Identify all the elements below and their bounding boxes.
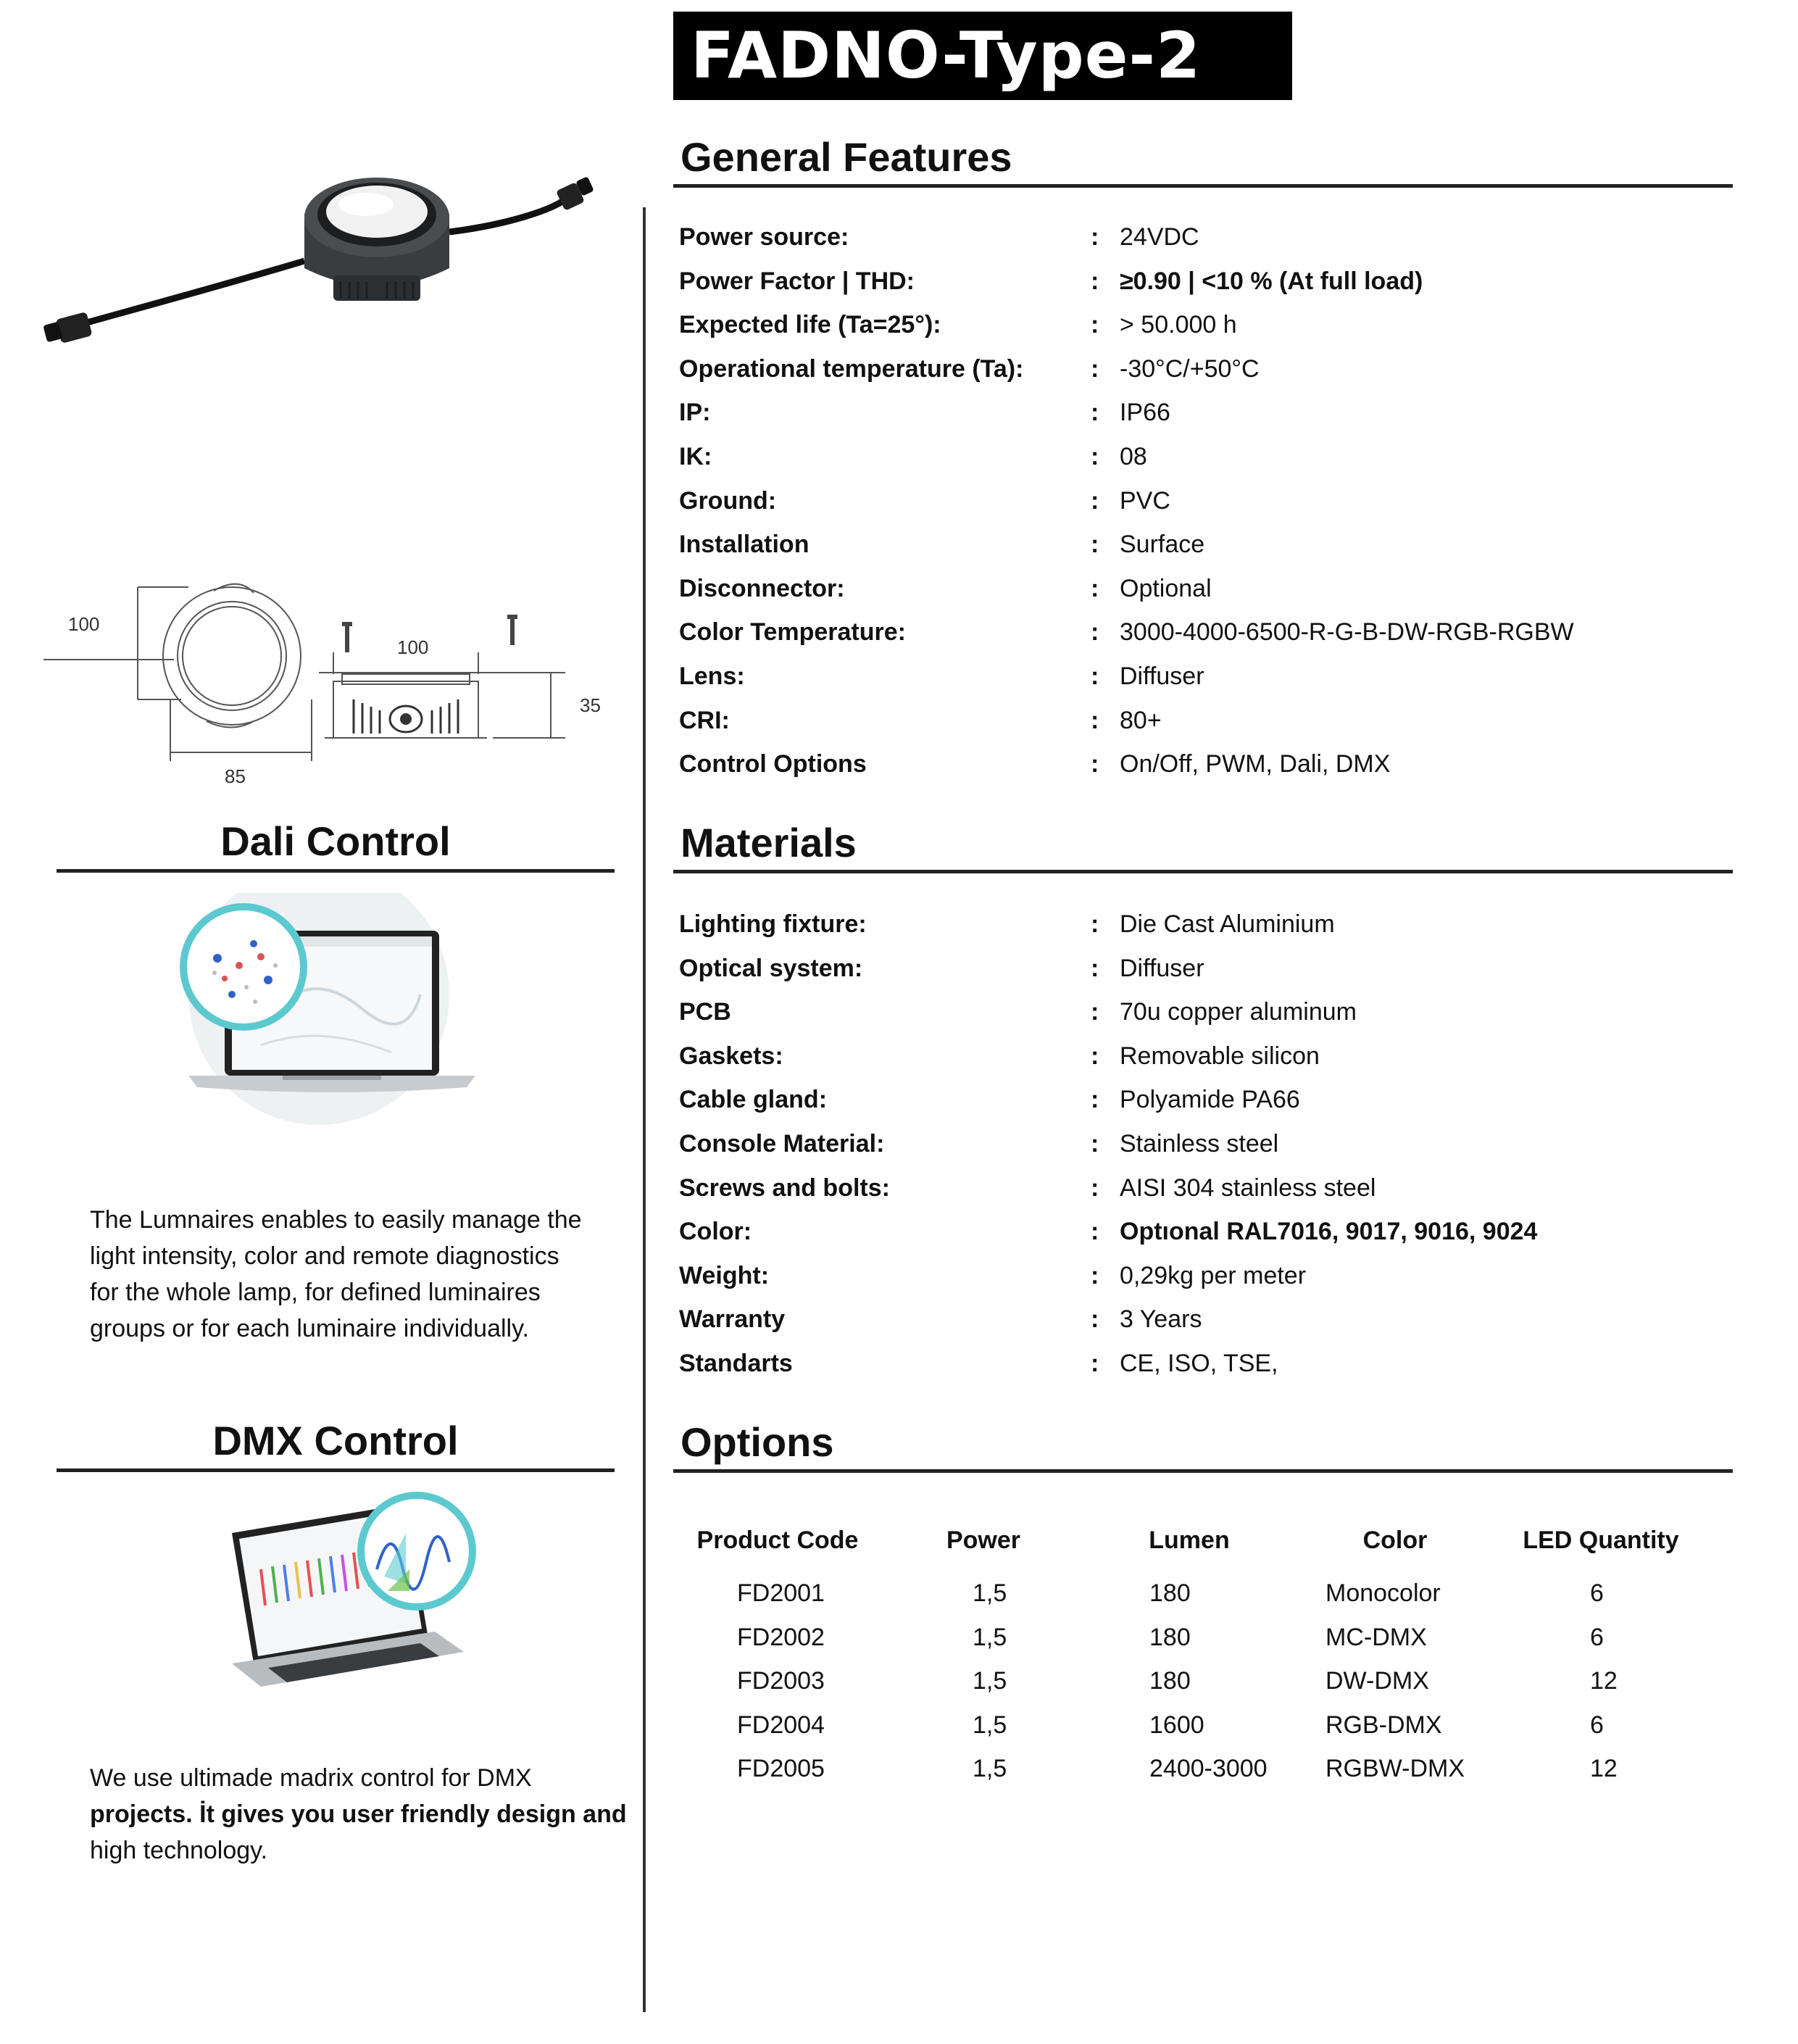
dali-rule — [57, 869, 615, 873]
feature-label: IP: — [679, 399, 711, 427]
feature-value: Diffuser — [1120, 662, 1204, 690]
material-label: Cable gland: — [679, 1086, 828, 1114]
options-table-cell: 180 — [1149, 1623, 1191, 1651]
options-rule — [673, 1469, 1733, 1473]
options-table-cell: 6 — [1590, 1711, 1604, 1739]
feature-value: > 50.000 h — [1120, 311, 1237, 339]
material-value: 0,29kg per meter — [1120, 1261, 1307, 1289]
colon-separator: : — [1091, 223, 1099, 251]
feature-value: On/Off, PWM, Dali, DMX — [1120, 750, 1391, 778]
feature-value: -30°C/+50°C — [1120, 354, 1260, 383]
material-value: CE, ISO, TSE, — [1120, 1350, 1278, 1377]
feature-label: Power source: — [679, 223, 849, 251]
feature-row — [679, 707, 1737, 750]
feature-label: Installation — [679, 531, 809, 559]
feature-row — [679, 311, 1737, 354]
feature-value: 24VDC — [1120, 223, 1199, 251]
general-features-rule — [673, 184, 1733, 188]
material-row — [679, 1305, 1737, 1349]
dali-heading: Dali Control — [220, 818, 451, 864]
options-table-cell: FD2005 — [737, 1755, 825, 1783]
feature-row — [679, 662, 1737, 706]
colon-separator: : — [1091, 354, 1099, 383]
material-row — [679, 955, 1737, 998]
options-table-cell: RGBW-DMX — [1325, 1755, 1465, 1783]
options-table-cell: FD2002 — [737, 1623, 825, 1651]
dmx-text-line: We use ultimade madrix control for DMX — [90, 1764, 532, 1792]
options-table-cell: FD2004 — [737, 1711, 825, 1739]
options-table-cell: 1,5 — [973, 1579, 1007, 1607]
material-value: 3 Years — [1120, 1305, 1202, 1334]
feature-row — [679, 223, 1737, 267]
dmx-laptop-image — [188, 1490, 478, 1707]
material-row — [679, 1218, 1737, 1261]
material-label: Lighting fixture: — [679, 910, 867, 938]
options-table-cell: 180 — [1149, 1667, 1191, 1695]
feature-value: 3000-4000-6500-R-G-B-DW-RGB-RGBW — [1120, 618, 1574, 647]
options-table-cell: 12 — [1590, 1755, 1618, 1783]
options-heading: Options — [681, 1419, 834, 1465]
feature-label: Expected life (Ta=25°): — [679, 311, 941, 339]
material-label: Optical system: — [679, 954, 863, 982]
colon-separator: : — [1091, 662, 1099, 690]
options-table-cell: 1,5 — [973, 1623, 1007, 1651]
material-row — [679, 1262, 1737, 1305]
feature-row — [679, 618, 1737, 662]
material-value: Removable silicon — [1120, 1042, 1320, 1070]
dali-laptop-image — [174, 893, 493, 1139]
material-value: Diffuser — [1120, 954, 1204, 982]
colon-separator: : — [1091, 1173, 1099, 1202]
colon-separator: : — [1091, 954, 1099, 982]
colon-separator: : — [1091, 531, 1099, 559]
colon-separator: : — [1091, 1042, 1099, 1070]
feature-row — [679, 575, 1737, 618]
options-table-cell: MC-DMX — [1325, 1623, 1427, 1651]
feature-label: Operational temperature (Ta): — [679, 354, 1024, 383]
feature-label: Control Options — [679, 750, 867, 778]
feature-row — [679, 355, 1737, 399]
feature-value: PVC — [1120, 486, 1170, 515]
material-label: Screws and bolts: — [679, 1173, 890, 1202]
material-value: Die Cast Aluminium — [1120, 910, 1335, 938]
colon-separator: : — [1091, 618, 1099, 647]
dali-description — [90, 1202, 641, 1347]
options-table-cell: 6 — [1590, 1623, 1604, 1651]
dali-text-line: The Lumnaires enables to easily manage the — [90, 1206, 582, 1234]
material-row — [679, 1174, 1737, 1218]
options-column-header: Power — [946, 1526, 1021, 1554]
material-row — [679, 1130, 1737, 1173]
colon-separator: : — [1091, 1350, 1099, 1377]
materials-heading: Materials — [681, 820, 857, 865]
feature-row — [679, 267, 1737, 311]
feature-label: Ground: — [679, 486, 777, 515]
colon-separator: : — [1091, 399, 1099, 427]
colon-separator: : — [1091, 1261, 1099, 1289]
material-label: Standarts — [679, 1350, 793, 1377]
feature-row — [679, 487, 1737, 531]
options-table-cell: Monocolor — [1325, 1579, 1441, 1607]
material-value: Optıonal RAL7016, 9017, 9016, 9024 — [1120, 1218, 1538, 1246]
feature-row — [679, 750, 1737, 794]
options-table-cell: RGB-DMX — [1325, 1711, 1442, 1739]
material-row — [679, 1086, 1737, 1129]
feature-label: CRI: — [679, 706, 730, 734]
feature-value: 08 — [1120, 443, 1147, 470]
dmx-text-line: projects. İt gives you user friendly design and — [90, 1800, 627, 1828]
feature-label: Lens: — [679, 662, 745, 690]
dmx-text-line: high technology. — [90, 1837, 268, 1864]
feature-value: Surface — [1120, 531, 1205, 559]
colon-separator: : — [1091, 1218, 1099, 1246]
options-column-header: LED Quantity — [1523, 1526, 1679, 1554]
colon-separator: : — [1091, 998, 1099, 1026]
dmx-heading: DMX Control — [212, 1418, 459, 1463]
colon-separator: : — [1091, 486, 1099, 515]
dali-text-line: groups or for each luminaire individually. — [90, 1315, 530, 1342]
options-table-cell: 180 — [1149, 1579, 1191, 1607]
dim-label-top-width: 100 — [68, 613, 100, 635]
dimension-drawing — [43, 573, 630, 790]
material-label: Color: — [679, 1218, 752, 1246]
options-column-header: Lumen — [1149, 1526, 1230, 1554]
material-row — [679, 1350, 1737, 1393]
colon-separator: : — [1091, 910, 1099, 938]
page-title: FADNO-Type-2 — [691, 18, 1202, 93]
material-label: Console Material: — [679, 1130, 885, 1158]
material-value: Polyamide PA66 — [1120, 1086, 1300, 1114]
colon-separator: : — [1091, 311, 1099, 339]
options-table-cell: 1,5 — [973, 1711, 1007, 1739]
options-table-cell: 1,5 — [973, 1755, 1007, 1783]
dmx-description — [90, 1760, 641, 1869]
feature-row — [679, 399, 1737, 442]
feature-row — [679, 443, 1737, 486]
options-table-cell: 2400-3000 — [1149, 1755, 1268, 1783]
colon-separator: : — [1091, 1086, 1099, 1114]
material-value: AISI 304 stainless steel — [1120, 1173, 1376, 1202]
feature-label: Power Factor | THD: — [679, 267, 915, 295]
feature-value: 80+ — [1120, 706, 1162, 734]
material-value: 70u copper aluminum — [1120, 998, 1357, 1026]
options-table-cell: 1600 — [1149, 1711, 1204, 1739]
dim-label-diameter: 85 — [225, 765, 246, 787]
material-label: Weight: — [679, 1261, 770, 1289]
dmx-rule — [57, 1468, 615, 1472]
feature-value: IP66 — [1120, 399, 1170, 427]
feature-label: IK: — [679, 443, 712, 470]
feature-label: Color Temperature: — [679, 618, 906, 647]
options-table-cell: 12 — [1590, 1667, 1618, 1695]
options-table-cell: 1,5 — [973, 1667, 1007, 1695]
dali-text-line: for the whole lamp, for defined luminaires — [90, 1279, 541, 1306]
colon-separator: : — [1091, 443, 1099, 470]
material-row — [679, 998, 1737, 1042]
colon-separator: : — [1091, 706, 1099, 734]
column-divider — [643, 207, 646, 2012]
options-table-cell: 6 — [1590, 1579, 1604, 1607]
colon-separator: : — [1091, 574, 1099, 602]
options-table-cell: FD2001 — [737, 1579, 825, 1607]
material-row — [679, 910, 1737, 954]
feature-label: Disconnector: — [679, 574, 845, 602]
materials-rule — [673, 870, 1733, 873]
feature-row — [679, 531, 1737, 574]
dali-text-line: light intensity, color and remote diagnostics — [90, 1242, 559, 1270]
title-bar — [673, 12, 1292, 100]
dim-label-height: 35 — [580, 694, 601, 716]
colon-separator: : — [1091, 1130, 1099, 1158]
feature-value: Optional — [1120, 574, 1212, 602]
general-features-heading: General Features — [681, 134, 1012, 180]
colon-separator: : — [1091, 267, 1099, 295]
material-label: Warranty — [679, 1305, 786, 1334]
feature-value: ≥0.90 | <10 % (At full load) — [1120, 267, 1423, 295]
options-column-header: Color — [1362, 1526, 1428, 1554]
colon-separator: : — [1091, 750, 1099, 778]
material-label: PCB — [679, 998, 731, 1026]
options-table-cell: DW-DMX — [1325, 1667, 1429, 1695]
options-table-cell: FD2003 — [737, 1667, 825, 1695]
material-value: Stainless steel — [1120, 1130, 1279, 1158]
options-column-header: Product Code — [696, 1526, 859, 1554]
material-row — [679, 1042, 1737, 1086]
material-label: Gaskets: — [679, 1042, 783, 1070]
dim-label-body-width: 100 — [397, 636, 429, 658]
colon-separator: : — [1091, 1305, 1099, 1334]
product-image — [43, 159, 623, 377]
